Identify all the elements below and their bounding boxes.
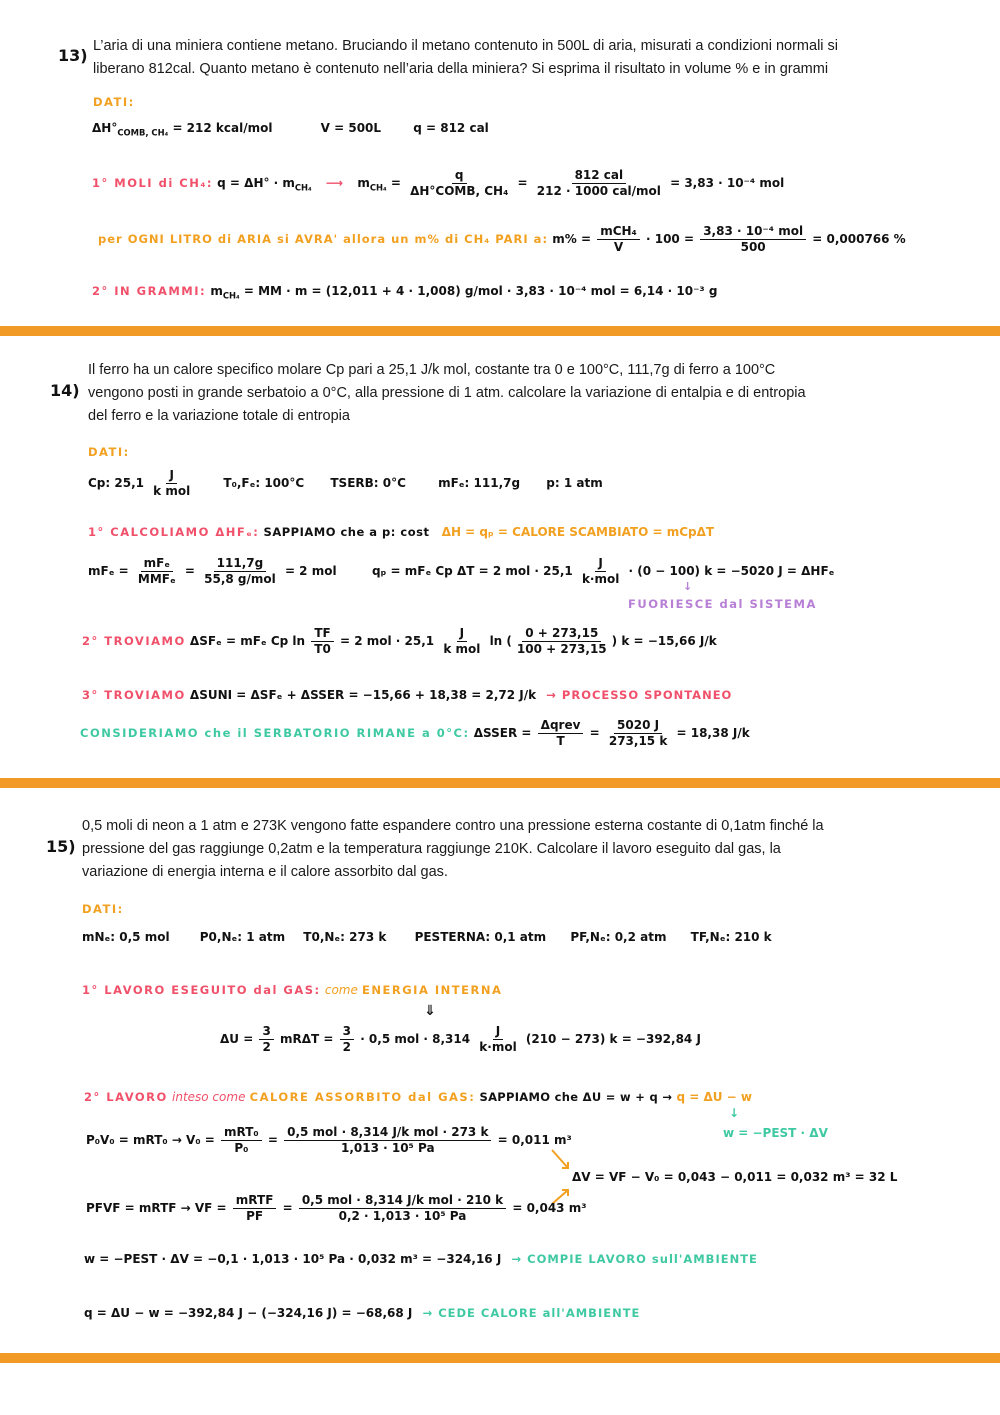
problem-14-dati-heading: DATI: bbox=[88, 445, 130, 459]
problem-13-step-2 bbox=[92, 284, 717, 300]
dh-comb: ΔH° bbox=[92, 121, 118, 135]
reservoir-label: CONSIDERIAMO che il SERBATORIO RIMANE a 0°C: bbox=[80, 726, 470, 740]
double-arrow-down-icon: ⇓ bbox=[424, 1003, 436, 1019]
problem-14-data-row: Cp: 25,1 $\frac{J}{\text{k mol}}$ T₀,Fₑ: 100°C TSERB: 0°C mFₑ: 111,7g p: 1 atm bbox=[88, 468, 603, 498]
arrow-icon: ⟶ bbox=[325, 176, 344, 190]
percent-result: = 0,000766 % bbox=[812, 232, 906, 246]
problem-14-number: 14) bbox=[50, 381, 80, 400]
problem-15-number: 15) bbox=[46, 837, 76, 856]
step-1-fraction-1: $\frac{q}{\text{ΔH°COMB, CH₄}}$ bbox=[410, 168, 509, 198]
releases-heat-note: → CEDE CALORE all'AMBIENTE bbox=[422, 1306, 641, 1320]
problem-14-moles-calc: mFₑ = $\frac{\text{mFₑ}}{\text{MMFₑ}}$ = $\frac{111,7g}{\text{55,8 g/mol}}$ = 2 mol bbox=[88, 556, 337, 586]
problem-14-text-line-1: Il ferro ha un calore specifico molare Cp pari a 25,1 J/k mol, costante tra 0 e 100°C, 111,7g di ferro a 100°C bbox=[88, 362, 776, 378]
problem-13-dati-heading: DATI: bbox=[93, 95, 135, 109]
section-divider bbox=[0, 1353, 1000, 1363]
arrow-down-icon: ↓ bbox=[729, 1106, 740, 1120]
step-1-fraction-2: $\frac{\text{812 cal}}{\text{212 · 1000 cal/mol}}$ bbox=[536, 168, 661, 198]
problem-14-step-3: 3° TROVIAMO ΔSUNI = ΔSFₑ + ΔSSER = −15,66 + 18,38 = 2,72 J/k → PROCESSO SPONTANEO bbox=[82, 688, 733, 702]
cp-unit-fraction: $\frac{J}{\text{k mol}}$ bbox=[153, 468, 191, 498]
step-1-formula: $q = \Delta H^\circ \cdot m_{CH_4}$ bbox=[217, 176, 312, 193]
dh-comb-value: = 212 kcal/mol bbox=[172, 121, 273, 135]
problem-15-step-2: 2° LAVORO inteso come CALORE ASSORBITO dal GAS: SAPPIAMO che ΔU = w + q → q = ΔU − w bbox=[84, 1090, 752, 1104]
grams-equation: $m_{CH_4}$ = MM · m = (12,011 + 4 · 1,008) g/mol · 3,83 · 10⁻⁴ mol = 6,14 · 10⁻³ g bbox=[210, 284, 718, 301]
problem-15-heat-result: q = ΔU − w = −392,84 J − (−324,16 J) = −68,68 J → CEDE CALORE all'AMBIENTE bbox=[84, 1306, 641, 1320]
problem-15-text-line-2: pressione del gas raggiunge 0,2atm e la temperatura raggiunge 210K. Calcolare il lavoro eseguito dal gas, la bbox=[82, 841, 781, 857]
problem-13-text-line-2: liberano 812cal. Quanto metano è contenuto nell’aria della miniera? Si esprima il risultato in volume % e in grammi bbox=[93, 61, 829, 77]
heat-work-label: 2° LAVORO bbox=[84, 1090, 168, 1104]
work-formula: w = −PEST · ΔV bbox=[723, 1126, 828, 1140]
step-1-lhs: $m_{CH_4}$ = bbox=[357, 176, 401, 193]
volume-change-calc: ΔV = VF − V₀ = 0,043 − 0,011 = 0,032 m³ = 32 L bbox=[572, 1170, 898, 1184]
total-entropy-label: 3° TROVIAMO bbox=[82, 688, 186, 702]
problem-13-text-line-1: L’aria di una miniera contiene metano. Bruciando il metano contenuto in 500L di aria, misurati a condizioni normali si bbox=[93, 38, 839, 54]
problem-13-data-row bbox=[92, 121, 489, 137]
grams-label: 2° IN GRAMMI: bbox=[92, 284, 207, 298]
problem-15-work-result: w = −PEST · ΔV = −0,1 · 1,013 · 10⁵ Pa · 0,032 m³ = −324,16 J → COMPIE LAVORO sull'AMBIENTE bbox=[84, 1252, 758, 1266]
enthalpy-label: 1° CALCOLIAMO ΔHFₑ: bbox=[88, 525, 260, 539]
initial-volume-calc: P₀V₀ = mRT₀ → V₀ = $\frac{\text{mRT₀}}{\text{P₀}}$ = $\frac{\text{0,5 mol · 8,314 J/k mol · 273 k}}{\text{1,013 · 10⁵ Pa}}$ = 0,011 m³ bbox=[86, 1125, 572, 1155]
step-1-label: 1° MOLI di CH₄: bbox=[92, 176, 213, 190]
step-1-result: = 3,83 · 10⁻⁴ mol bbox=[670, 176, 785, 190]
problem-13-step-percent: per OGNI LITRO di ARIA si AVRA' allora un m% di CH₄ PARI a: m% = $\frac{\text{mCH₄}}{V}$ · 100 = $\frac{\text{3,83 · 10⁻⁴ mol}}{500}$ = 0,000766 % bbox=[98, 224, 906, 254]
arrow-down-icon: ↓ bbox=[683, 580, 693, 593]
spontaneous-note: → PROCESSO SPONTANEO bbox=[546, 688, 733, 702]
problem-15-dati-heading: DATI: bbox=[82, 902, 124, 916]
work-on-environment-note: → COMPIE LAVORO sull'AMBIENTE bbox=[511, 1252, 758, 1266]
problem-15-text-line-1: 0,5 moli di neon a 1 atm e 273K vengono fatte espandere contro una pressione esterna costante di 0,1atm finché la bbox=[82, 818, 824, 834]
problem-14-text-line-3: del ferro e la variazione totale di entropia bbox=[88, 408, 350, 424]
entropy-label: 2° TROVIAMO bbox=[82, 634, 186, 648]
problem-14-text-line-2: vengono posti in grande serbatoio a 0°C, alla pressione di 1 atm. calcolare la variazione di entalpia e di entropia bbox=[88, 385, 806, 401]
problem-14-step-4: CONSIDERIAMO che il SERBATORIO RIMANE a 0°C: ΔSSER = $\frac{\text{Δqrev}}{T}$ = $\frac{5020 J}{273,15 k}$ = 18,38 J/k bbox=[80, 718, 750, 748]
problem-14-step-1: 1° CALCOLIAMO ΔHFₑ: SAPPIAMO che a p: cost ΔH = qₚ = CALORE SCAMBIATO = mCpΔT bbox=[88, 525, 715, 539]
section-divider bbox=[0, 326, 1000, 336]
problem-15-data-row: mNₑ: 0,5 mol P0,Nₑ: 1 atm T0,Nₑ: 273 k PESTERNA: 0,1 atm PF,Nₑ: 0,2 atm TF,Nₑ: 210 k bbox=[82, 930, 772, 944]
problem-14-step-2: 2° TROVIAMO ΔSFₑ = mFₑ Cp ln $\frac{TF}{T0}$ = 2 mol · 25,1 $\frac{J}{\text{k mol}}$ ln ( $\frac{0 + 273,15}{100 + 273,15}$ ) k = −15,66 J/k bbox=[82, 626, 717, 656]
problem-13-number: 13) bbox=[58, 46, 88, 65]
internal-energy-label: ENERGIA INTERNA bbox=[362, 983, 503, 997]
percent-fraction-2: $\frac{\text{3,83 · 10⁻⁴ mol}}{500}$ bbox=[700, 224, 806, 255]
section-divider bbox=[0, 778, 1000, 788]
heat-value: q = 812 cal bbox=[413, 121, 489, 135]
absorbed-heat-label: CALORE ASSORBITO dal GAS: bbox=[249, 1090, 476, 1104]
heat-formula: q = ΔU − w bbox=[676, 1090, 752, 1104]
problem-14-heat-calc: qₚ = mFₑ Cp ΔT = 2 mol · 25,1 $\frac{J}{\text{k·mol}}$ · (0 − 100) k = −5020 J = ΔHFₑ bbox=[372, 556, 835, 586]
dh-comb-sub: COMB, CH₄ bbox=[117, 127, 169, 138]
problem-15-step-1: 1° LAVORO ESEGUITO dal GAS: come ENERGIA INTERNA bbox=[82, 983, 503, 997]
percent-fraction-1: $\frac{\text{mCH₄}}{V}$ bbox=[597, 224, 640, 255]
work-label: 1° LAVORO ESEGUITO dal GAS: bbox=[82, 983, 321, 997]
problem-15-text-line-3: variazione di energia interna e il calore assorbito dal gas. bbox=[82, 864, 448, 880]
volume-value: V = 500L bbox=[320, 121, 382, 135]
final-volume-calc: PFVF = mRTF → VF = $\frac{\text{mRTF}}{PF}$ = $\frac{\text{0,5 mol · 8,314 J/k mol · 210 k}}{\text{0,2 · 1,013 · 10⁵ Pa}}$ = 0,043 m³ bbox=[86, 1193, 587, 1223]
internal-energy-equation: ΔU = $\frac{3}{2}$ mRΔT = $\frac{3}{2}$ · 0,5 mol · 8,314 $\frac{J}{\text{k·mol}}$ (210 − 273) k = −392,84 J bbox=[220, 1024, 701, 1054]
problem-13-step-1: 1° MOLI di CH₄: $q = \Delta H^\circ \cdot m_{CH_4}$ ⟶ $m_{CH_4}$ = $\frac{q}{\text{ΔH°COMB, CH₄}}$ = $\frac{\text{812 cal}}{\text{212 · 1000 cal/mol}}$ = 3,83 · 10⁻⁴ mol bbox=[92, 168, 785, 198]
percent-label: per OGNI LITRO di ARIA si AVRA' allora un m% di CH₄ PARI a: bbox=[98, 232, 549, 246]
leaves-system-note: FUORIESCE dal SISTEMA bbox=[628, 597, 817, 611]
enthalpy-definition: ΔH = qₚ = CALORE SCAMBIATO = mCpΔT bbox=[441, 525, 715, 539]
